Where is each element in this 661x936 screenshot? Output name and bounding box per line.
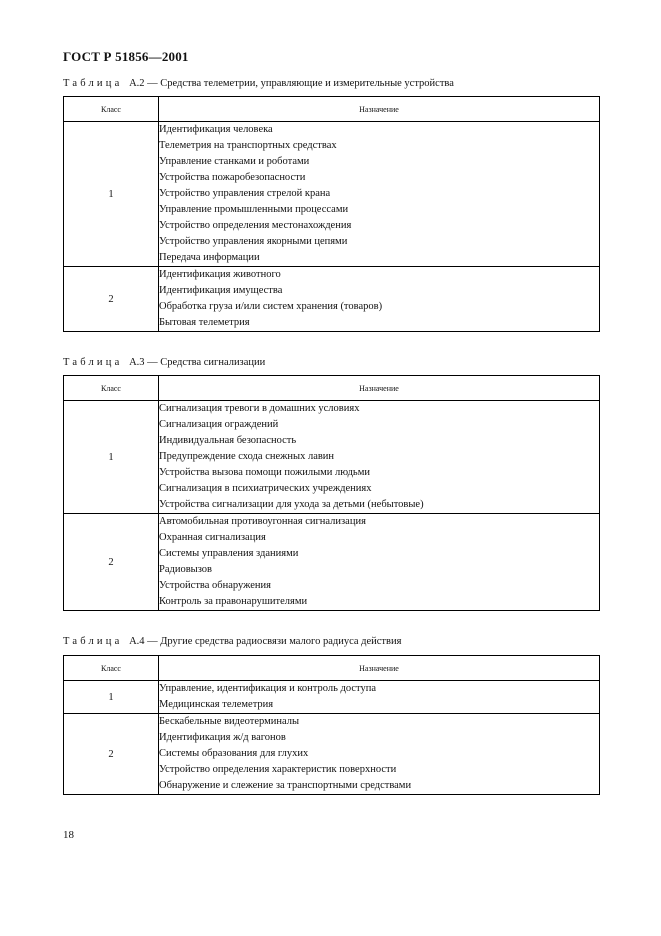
table-a4-caption [63,636,401,647]
list-item: Автомобильная противоугонная сигнализация [159,516,366,527]
class-cell: 2 [64,714,159,795]
table-row [64,267,600,332]
table-header-row [64,656,600,681]
class-cell: 1 [64,681,159,714]
purpose-cell [159,714,600,795]
table-label: Таблица [63,357,123,368]
list-item: Устройство определения характеристик поверхности [159,764,397,775]
table-a2 [63,96,600,332]
table-row [64,401,600,514]
list-item: Идентификация ж/д вагонов [159,732,286,743]
list-item: Телеметрия на транспортных средствах [159,140,337,151]
column-header-purpose: Назначение [159,97,600,122]
list-item: Управление, идентификация и контроль доступа [159,683,376,694]
class-cell: 1 [64,401,159,514]
purpose-cell [159,401,600,514]
list-item: Устройства обнаружения [159,580,271,591]
table-row [64,514,600,611]
list-item: Предупреждение схода снежных лавин [159,451,335,462]
table-label: Таблица [63,636,123,647]
class-cell: 2 [64,514,159,611]
list-item: Управление станками и роботами [159,156,310,167]
list-item: Бытовая телеметрия [159,317,250,328]
list-item: Контроль за правонарушителями [159,596,308,607]
list-item: Управление промышленными процессами [159,204,349,215]
list-item: Идентификация животного [159,269,281,280]
list-item: Передача информации [159,252,260,263]
column-header-class: Класс [64,97,159,122]
list-item: Сигнализация в психиатрических учреждениях [159,483,372,494]
table-title: А.3 — Средства сигнализации [129,357,266,368]
column-header-purpose: Назначение [159,376,600,401]
list-item: Системы управления зданиями [159,548,299,559]
list-item: Устройство управления стрелой крана [159,188,331,199]
class-cell: 1 [64,122,159,267]
list-item: Устройство определения местонахождения [159,220,352,231]
list-item: Идентификация имущества [159,285,283,296]
column-header-class: Класс [64,656,159,681]
column-header-class: Класс [64,376,159,401]
document-header: ГОСТ Р 51856—2001 [63,49,189,64]
list-item: Устройства вызова помощи пожилыми людьми [159,467,370,478]
purpose-cell [159,681,600,714]
class-cell: 2 [64,267,159,332]
purpose-cell [159,267,600,332]
column-header-purpose: Назначение [159,656,600,681]
list-item: Обнаружение и слежение за транспортными средствами [159,780,412,791]
table-a2-caption [63,78,454,89]
list-item: Устройства пожаробезопасности [159,172,306,183]
table-row [64,714,600,795]
list-item: Радиовызов [159,564,213,575]
list-item: Обработка груза и/или систем хранения (товаров) [159,301,383,312]
list-item: Охранная сигнализация [159,532,266,543]
purpose-cell [159,122,600,267]
list-item: Устройства сигнализации для ухода за детьми (небытовые) [159,499,424,510]
table-header-row [64,376,600,401]
table-a3-caption [63,357,265,368]
table-a4 [63,655,600,795]
table-label: Таблица [63,78,123,89]
list-item: Сигнализация тревоги в домашних условиях [159,403,360,414]
list-item: Бескабельные видеотерминалы [159,716,300,727]
table-header-row [64,97,600,122]
table-row [64,681,600,714]
list-item: Системы образования для глухих [159,748,309,759]
list-item: Сигнализация ограждений [159,419,279,430]
purpose-cell [159,514,600,611]
list-item: Идентификация человека [159,124,273,135]
list-item: Устройство управления якорными цепями [159,236,348,247]
table-row [64,122,600,267]
list-item: Медицинская телеметрия [159,699,274,710]
table-title: А.2 — Средства телеметрии, управляющие и измерительные устройства [129,78,454,89]
list-item: Индивидуальная безопасность [159,435,297,446]
page-number: 18 [63,829,74,841]
table-title: А.4 — Другие средства радиосвязи малого радиуса действия [129,636,402,647]
table-a3 [63,375,600,611]
